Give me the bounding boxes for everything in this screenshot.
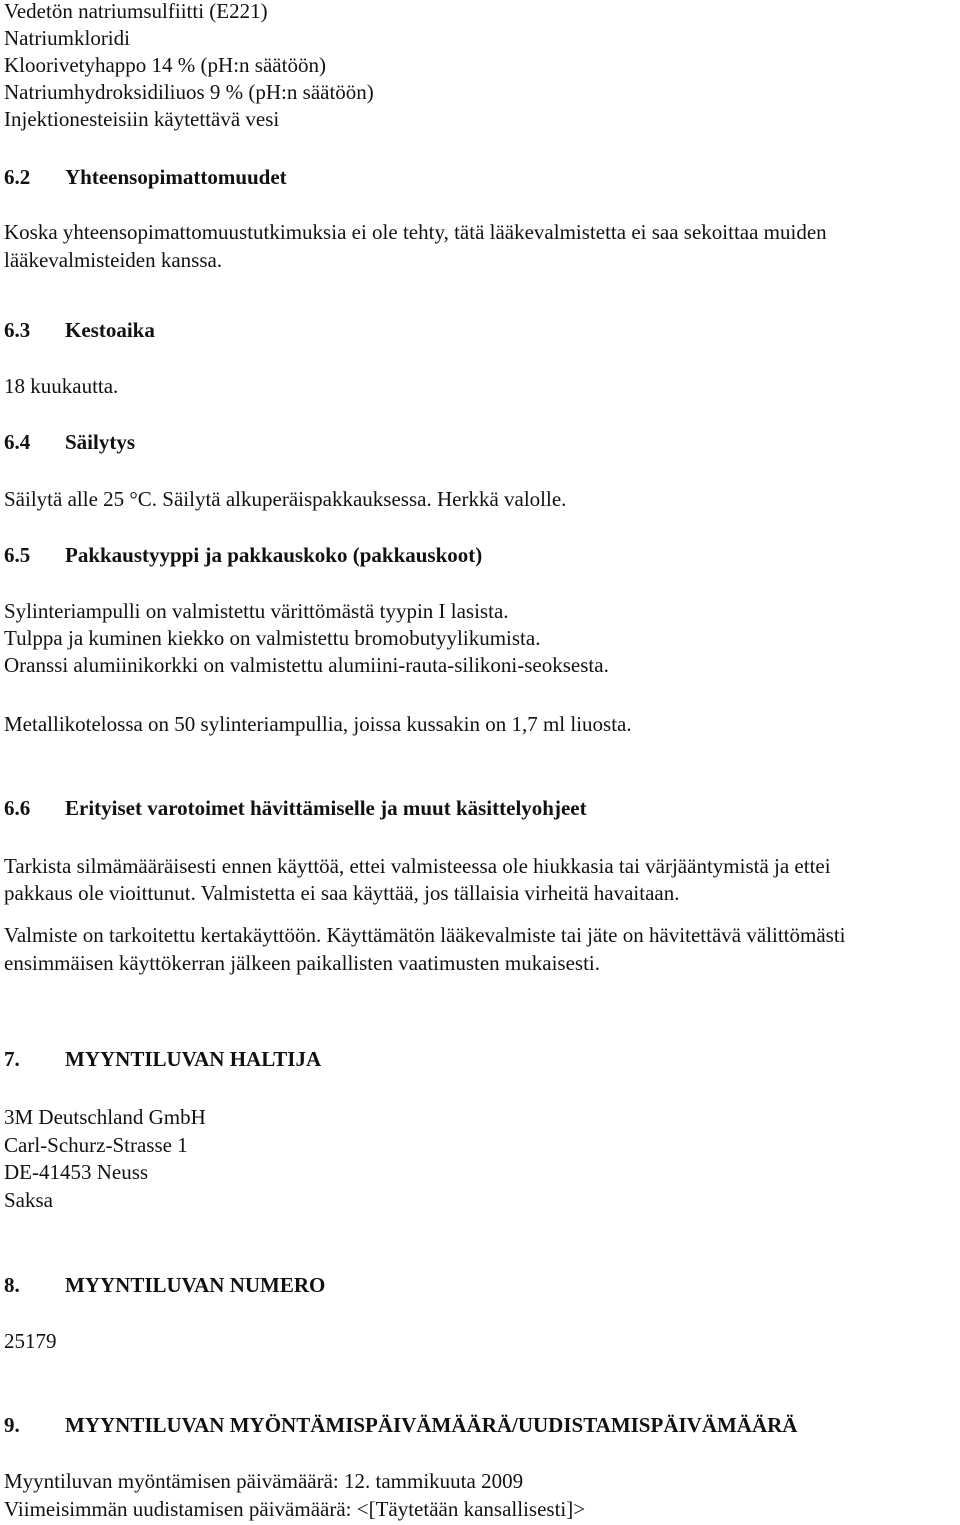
section-heading-6-2	[4, 164, 287, 191]
section-title: Pakkaustyyppi ja pakkauskoko (pakkauskoot)	[65, 543, 483, 567]
section-title: MYYNTILUVAN HALTIJA	[65, 1047, 322, 1071]
section-heading-6-3	[4, 317, 155, 344]
composition-item: Natriumkloridi	[4, 26, 130, 50]
composition-item: Vedetön natriumsulfiitti (E221)	[4, 0, 268, 23]
paragraph-line: Tulppa ja kuminen kiekko on valmistettu bromobutyylikumista.	[4, 626, 541, 650]
paragraph-line: 18 kuukautta.	[4, 374, 119, 398]
section-title: MYYNTILUVAN NUMERO	[65, 1273, 326, 1297]
paragraph-line: Oranssi alumiinikorkki on valmistettu alumiini-rauta-silikoni-seoksesta.	[4, 653, 609, 677]
date-line: Viimeisimmän uudistamisen päivämäärä: <[Täytetään kansallisesti]>	[4, 1497, 586, 1521]
address-line: Saksa	[4, 1188, 53, 1212]
paragraph-line: Valmiste on tarkoitettu kertakäyttöön. Käyttämätön lääkevalmiste tai jäte on hävitettävä välittömästi	[4, 923, 846, 947]
section-number: 6.4	[4, 430, 31, 454]
paragraph-line: lääkevalmisteiden kanssa.	[4, 248, 223, 272]
paragraph-line: Sylinteriampulli on valmistettu värittömästä tyypin I lasista.	[4, 599, 509, 623]
section-number: 8.	[4, 1273, 20, 1297]
paragraph-line: Koska yhteensopimattomuustutkimuksia ei ole tehty, tätä lääkevalmistetta ei saa sekoittaa muiden	[4, 220, 827, 244]
section-number: 6.5	[4, 543, 31, 567]
address-line: DE-41453 Neuss	[4, 1160, 149, 1184]
section-title: Säilytys	[65, 430, 136, 454]
address-line: 3M Deutschland GmbH	[4, 1105, 206, 1129]
section-number: 9.	[4, 1413, 20, 1437]
section-title: Kestoaika	[65, 318, 155, 342]
paragraph-line: ensimmäisen käyttökerran jälkeen paikallisten vaatimusten mukaisesti.	[4, 951, 600, 975]
composition-item: Kloorivetyhappo 14 % (pH:n säätöön)	[4, 53, 326, 77]
section-title: Yhteensopimattomuudet	[65, 165, 287, 189]
paragraph-line: Metallikotelossa on 50 sylinteriampullia, joissa kussakin on 1,7 ml liuosta.	[4, 712, 632, 736]
section-title: MYYNTILUVAN MYÖNTÄMISPÄIVÄMÄÄRÄ/UUDISTAMISPÄIVÄMÄÄRÄ	[65, 1413, 798, 1437]
section-number: 6.3	[4, 318, 31, 342]
address-line: Carl-Schurz-Strasse 1	[4, 1133, 188, 1157]
composition-item: Natriumhydroksidiliuos 9 % (pH:n säätöön)	[4, 80, 374, 104]
section-heading-6-4	[4, 429, 135, 456]
section-heading-6-5	[4, 542, 482, 569]
section-heading-7	[4, 1046, 321, 1073]
section-heading-8	[4, 1272, 325, 1299]
paragraph-line: Tarkista silmämääräisesti ennen käyttöä, ettei valmisteessa ole hiukkasia tai värjääntymistä ja ettei	[4, 854, 831, 878]
section-number: 6.2	[4, 165, 31, 189]
section-number: 7.	[4, 1047, 20, 1071]
section-title: Erityiset varotoimet hävittämiselle ja muut käsittelyohjeet	[65, 796, 587, 820]
paragraph-line: pakkaus ole vioittunut. Valmistetta ei saa käyttää, jos tällaisia virheitä havaitaan.	[4, 881, 680, 905]
date-line: Myyntiluvan myöntämisen päivämäärä: 12. tammikuuta 2009	[4, 1469, 524, 1493]
section-number: 6.6	[4, 796, 31, 820]
composition-item: Injektionesteisiin käytettävä vesi	[4, 107, 280, 131]
section-heading-6-6	[4, 795, 587, 822]
authorization-number: 25179	[4, 1329, 57, 1353]
paragraph-line: Säilytä alle 25 °C. Säilytä alkuperäispakkauksessa. Herkkä valolle.	[4, 487, 567, 511]
section-heading-9	[4, 1412, 797, 1439]
